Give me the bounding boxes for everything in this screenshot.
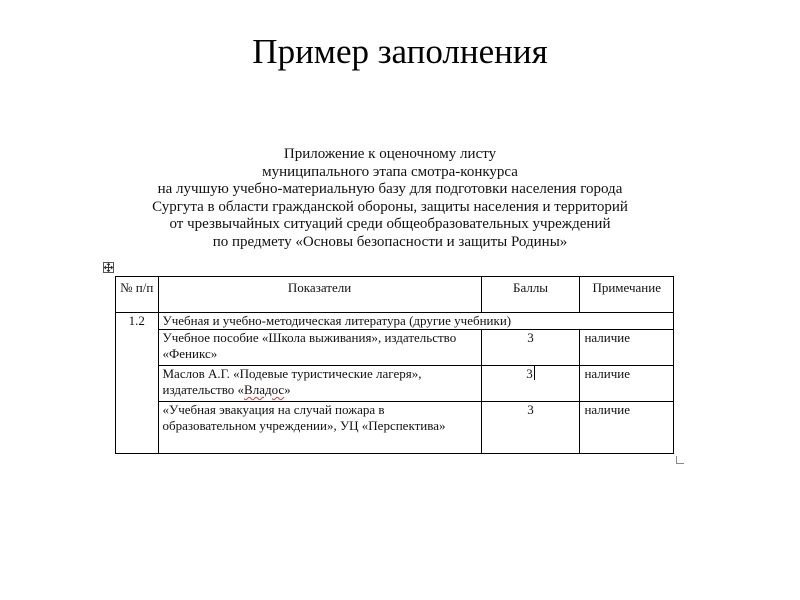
heading-line: муниципального этапа смотра-конкурса xyxy=(262,163,518,180)
indicator-cell[interactable]: Учебное пособие «Школа выживания», издательство «Феникс» xyxy=(158,330,481,366)
heading-line: от чрезвычайных ситуаций среди общеобразовательных учреждений xyxy=(169,216,611,232)
note-cell[interactable]: наличие xyxy=(580,330,674,366)
indicator-cell[interactable]: «Учебная эвакуация на случай пожара в образовательном учреждении», УЦ «Перспектива» xyxy=(158,402,481,454)
heading-line: Сургута в области гражданской обороны, защиты населения и территорий xyxy=(152,198,628,215)
table-row xyxy=(116,330,674,366)
move-arrows-icon[interactable] xyxy=(103,262,114,273)
text-cursor xyxy=(534,366,535,380)
note-cell[interactable]: наличие xyxy=(580,366,674,402)
score-cell[interactable]: 3 xyxy=(481,402,580,454)
note-cell[interactable]: наличие xyxy=(580,402,674,454)
section-number[interactable]: 1.2 xyxy=(116,313,159,454)
resize-corner-icon[interactable] xyxy=(676,456,684,464)
appendix-table[interactable] xyxy=(115,276,674,454)
misspelled-word: Владос xyxy=(244,382,285,397)
heading-line: по предмету «Основы безопасности и защиты Родины» xyxy=(212,233,568,250)
header-score: Баллы xyxy=(481,277,580,313)
table-row xyxy=(116,366,674,402)
section-title[interactable]: Учебная и учебно-методическая литература (другие учебники) xyxy=(158,313,674,330)
header-number: № п/п xyxy=(116,277,159,313)
indicator-text-end: » xyxy=(284,382,291,397)
heading-line: на лучшую учебно-материальную базу для подготовки населения города xyxy=(157,181,623,197)
table-row xyxy=(116,402,674,454)
header-indicators: Показатели xyxy=(158,277,481,313)
score-value: 3 xyxy=(526,366,533,381)
heading-line: Приложение к оценочному листу xyxy=(283,146,497,162)
table-header-row xyxy=(116,277,674,313)
section-row xyxy=(116,313,674,330)
score-cell[interactable]: 3 xyxy=(481,330,580,366)
indicator-text: Маслов А.Г. «Подевые туристические лагеря», издательство « xyxy=(162,366,422,397)
document-heading xyxy=(100,146,680,251)
indicator-cell[interactable] xyxy=(158,366,481,402)
score-cell[interactable] xyxy=(481,366,580,402)
header-note: Примечание xyxy=(580,277,674,313)
slide-title: Пример заполнения xyxy=(252,32,548,71)
